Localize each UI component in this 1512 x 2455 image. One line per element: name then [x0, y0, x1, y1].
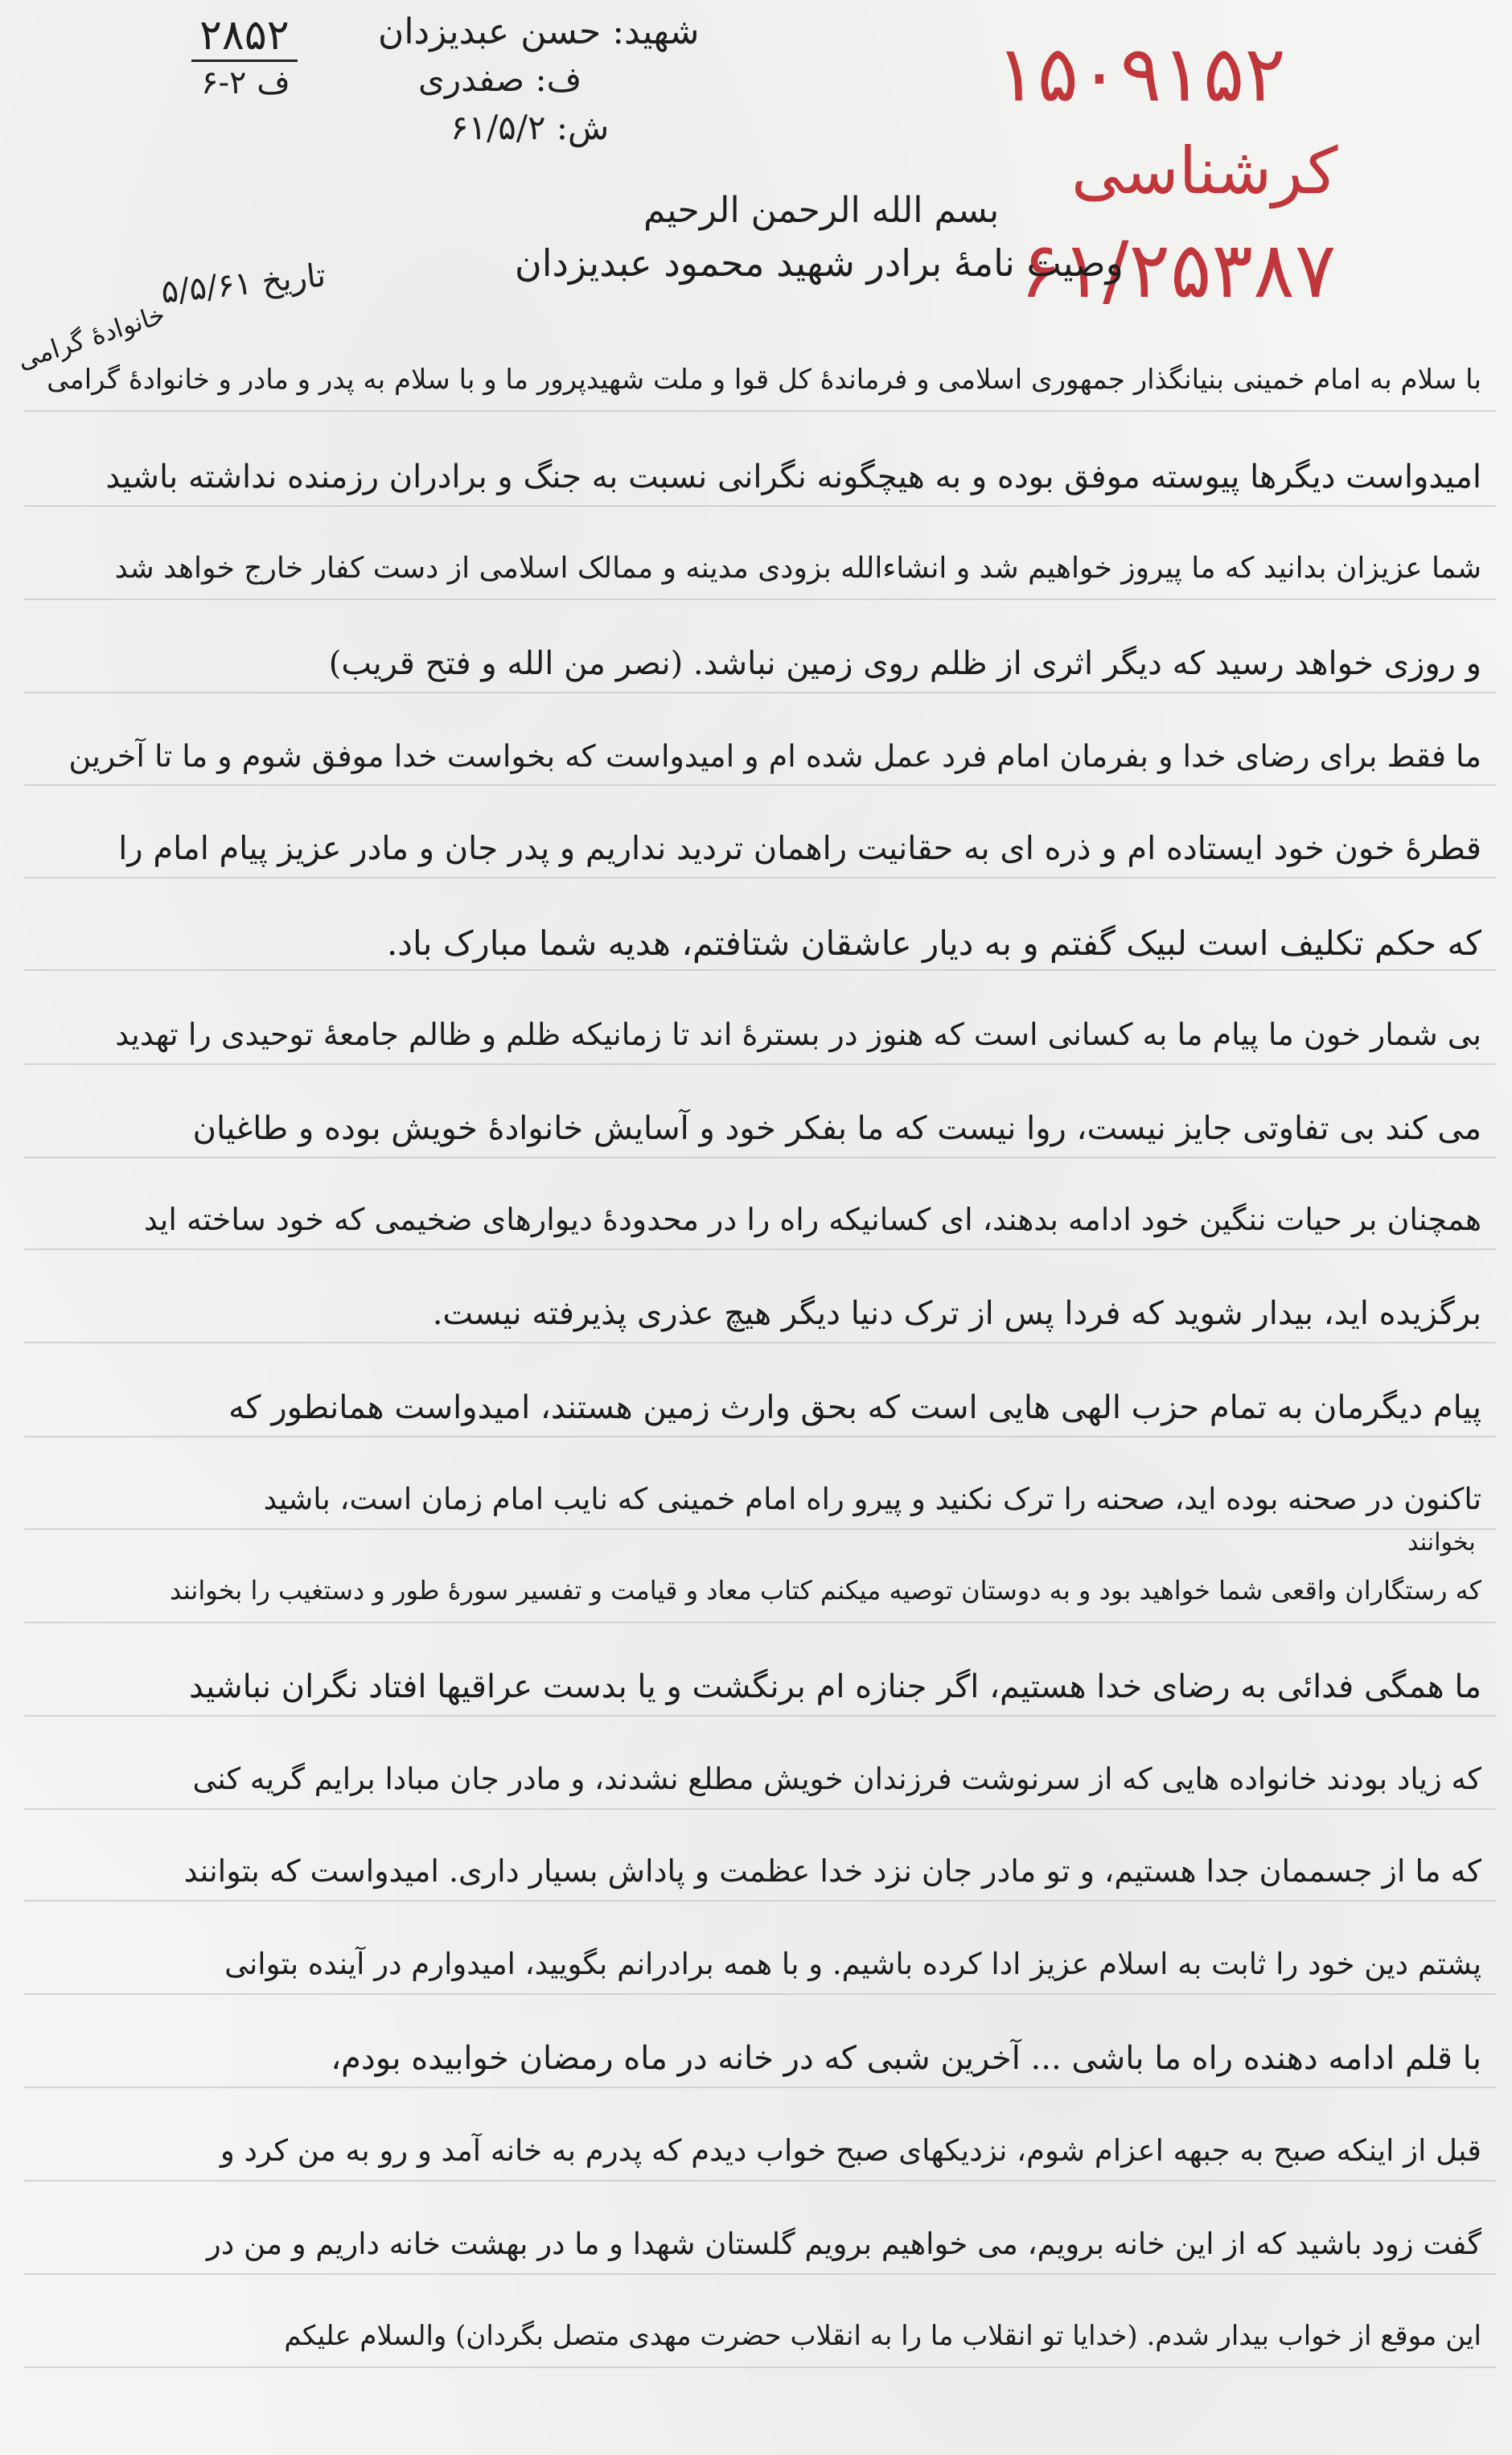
letter-line: که رستگاران واقعی شما خواهید بود و به دوستان توصیه میکنم کتاب معاد و قیامت و تفسیر سورهٔ طور و دستغیب را بخوانند: [169, 1575, 1481, 1606]
letter-line: که زیاد بودند خانواده هایی که از سرنوشت فرزندان خویش مطلع نشدند، و مادر جان مبادا برایم گریه کنی: [192, 1762, 1481, 1796]
letter-line: پیام دیگرمان به تمام حزب الهی هایی است که بحق وارث زمین هستند، امیدواست همانطور که: [228, 1389, 1481, 1426]
ruled-line: [24, 1808, 1496, 1810]
letter-line: قطرهٔ خون خود ایستاده ام و ذره ای به حقانیت راهمان تردید نداریم و پدر جان و مادر عزیز پیام امام را: [118, 830, 1481, 867]
ruled-line: [24, 2273, 1496, 2275]
letter-line: که حکم تکلیف است لبیک گفتم و به دیار عاشقان شتافتم، هدیه شما مبارک باد.: [386, 923, 1481, 963]
ruled-line: [24, 1715, 1496, 1717]
letter-line: این موقع از خواب بیدار شدم. (خدایا تو انقلاب ما را به انقلاب حضرت مهدی متصل بگردان) والسلام علیکم: [284, 2320, 1481, 2352]
letter-line: با سلام به امام خمینی بنیانگذار جمهوری اسلامی و فرماندهٔ کل قوا و ملت شهیدپرور ما و با سلام به پدر و مادر و خانوادهٔ گرامی: [47, 364, 1481, 396]
letter-line: برگزیده اید، بیدار شوید که فردا پس از ترک دنیا دیگر هیچ عذری پذیرفته نیست.: [432, 1295, 1481, 1332]
letter-line: گفت زود باشید که از این خانه برویم، می خواهیم برویم گلستان شهدا و ما در بهشت خانه داریم و من در: [206, 2227, 1481, 2261]
ruled-line: [24, 2087, 1496, 2088]
ruled-line: [24, 1157, 1496, 1158]
ruled-line: [24, 784, 1496, 786]
letter-line: امیدواست دیگرها پیوسته موفق بوده و به هیچگونه نگرانی نسبت به جنگ و برادران رزمنده نداشته باشید: [105, 459, 1481, 496]
letter-line: پشتم دین خود را ثابت به اسلام عزیز ادا کرده باشیم. و با همه برادرانم بگویید، امیدوارم در آینده بتوانی: [224, 1947, 1481, 1981]
ruled-line: [24, 598, 1496, 600]
ruled-line: [24, 1063, 1496, 1065]
letter-line: همچنان بر حیات ننگین خود ادامه بدهند، ای کسانیکه راه را در محدودهٔ دیوارهای ضخیمی که خود ساخته اید: [143, 1202, 1481, 1237]
margin-note: خانوادهٔ گرامی: [13, 298, 169, 376]
file-code: ف ۲-۶: [201, 64, 290, 101]
stamp-label: کرشناسی: [1071, 134, 1338, 208]
letter-line: قبل از اینکه صبح به جبهه اعزام شوم، نزدیکهای صبح خواب دیدم که پدرم به خانه آمد و رو به من کرد و: [220, 2133, 1481, 2168]
martyr-father: ف: صفدری: [418, 60, 582, 99]
ruled-line: [24, 505, 1496, 507]
ruled-line: [24, 969, 1496, 971]
file-number: ۲۸۵۲: [191, 11, 298, 62]
martyr-name: شهید: حسن عبدیزدان: [378, 11, 700, 52]
ruled-line: [24, 1993, 1496, 1995]
letter-line: بی شمار خون ما پیام ما به کسانی است که هنوز در بسترهٔ اند تا زمانیکه ظلم و ظالم جامعهٔ توحیدی را تهدید: [115, 1017, 1481, 1052]
ruled-line: [24, 1436, 1496, 1437]
letter-heading: وصیت نامهٔ برادر شهید محمود عبدیزدان: [515, 241, 1124, 285]
martyr-date: ش: ۶۱/۵/۲: [450, 108, 610, 147]
ruled-line: [24, 1528, 1496, 1530]
letter-line: ما فقط برای رضای خدا و بفرمان امام فرد عمل شده ام و امیدواست که بخواست خدا موفق شوم و ما تا آخرین: [68, 738, 1481, 774]
letter-line: که ما از جسممان جدا هستیم، و تو مادر جان نزد خدا عظمت و پاداش بسیار داری. امیدواست که بتوانند: [183, 1853, 1481, 1889]
ruled-line: [24, 1342, 1496, 1343]
ruled-line: [24, 1248, 1496, 1250]
margin-note: بخوانند: [1407, 1528, 1476, 1556]
letter-line: شما عزیزان بدانید که ما پیروز خواهیم شد و انشاءالله بزودی مدینه و ممالک اسلامی از دست کفار خارج خواهد شد: [114, 552, 1481, 585]
letter-line: ما همگی فدائی به رضای خدا هستیم، اگر جنازه ام برنگشت و یا بدست عراقیها افتاد نگران نباشید: [189, 1668, 1481, 1705]
ruled-line: [24, 1900, 1496, 1902]
ruled-line: [24, 877, 1496, 878]
ruled-line: [24, 2180, 1496, 2182]
letter-line: تاکنون در صحنه بوده اید، صحنه را ترک نکنید و پیرو راه امام خمینی که نایب امام زمان است، باشید: [263, 1482, 1481, 1516]
stamp-number: ۱۵۰۹۱۵۲: [996, 29, 1286, 119]
stamp-code: ۶۱/۲۵۳۸۷: [1020, 225, 1337, 315]
letter-line: و روزی خواهد رسید که دیگر اثری از ظلم روی زمین نباشد. (نصر من الله و فتح قریب): [328, 645, 1481, 682]
ruled-line: [24, 2367, 1496, 2368]
basmala: بسم الله الرحمن الرحیم: [643, 190, 1000, 231]
ruled-line: [24, 410, 1496, 412]
letter-date: تاریخ ۵/۵/۶۱: [159, 257, 328, 311]
letter-line: می کند بی تفاوتی جایز نیست، روا نیست که ما بفکر خود و آسایش خانوادهٔ خویش بوده و طاغیان: [192, 1110, 1481, 1147]
letter-line: با قلم ادامه دهنده راه ما باشی ... آخرین شبی که در خانه در ماه رمضان خوابیده بودم،: [331, 2040, 1481, 2077]
ruled-line: [24, 692, 1496, 693]
ruled-line: [24, 1622, 1496, 1623]
